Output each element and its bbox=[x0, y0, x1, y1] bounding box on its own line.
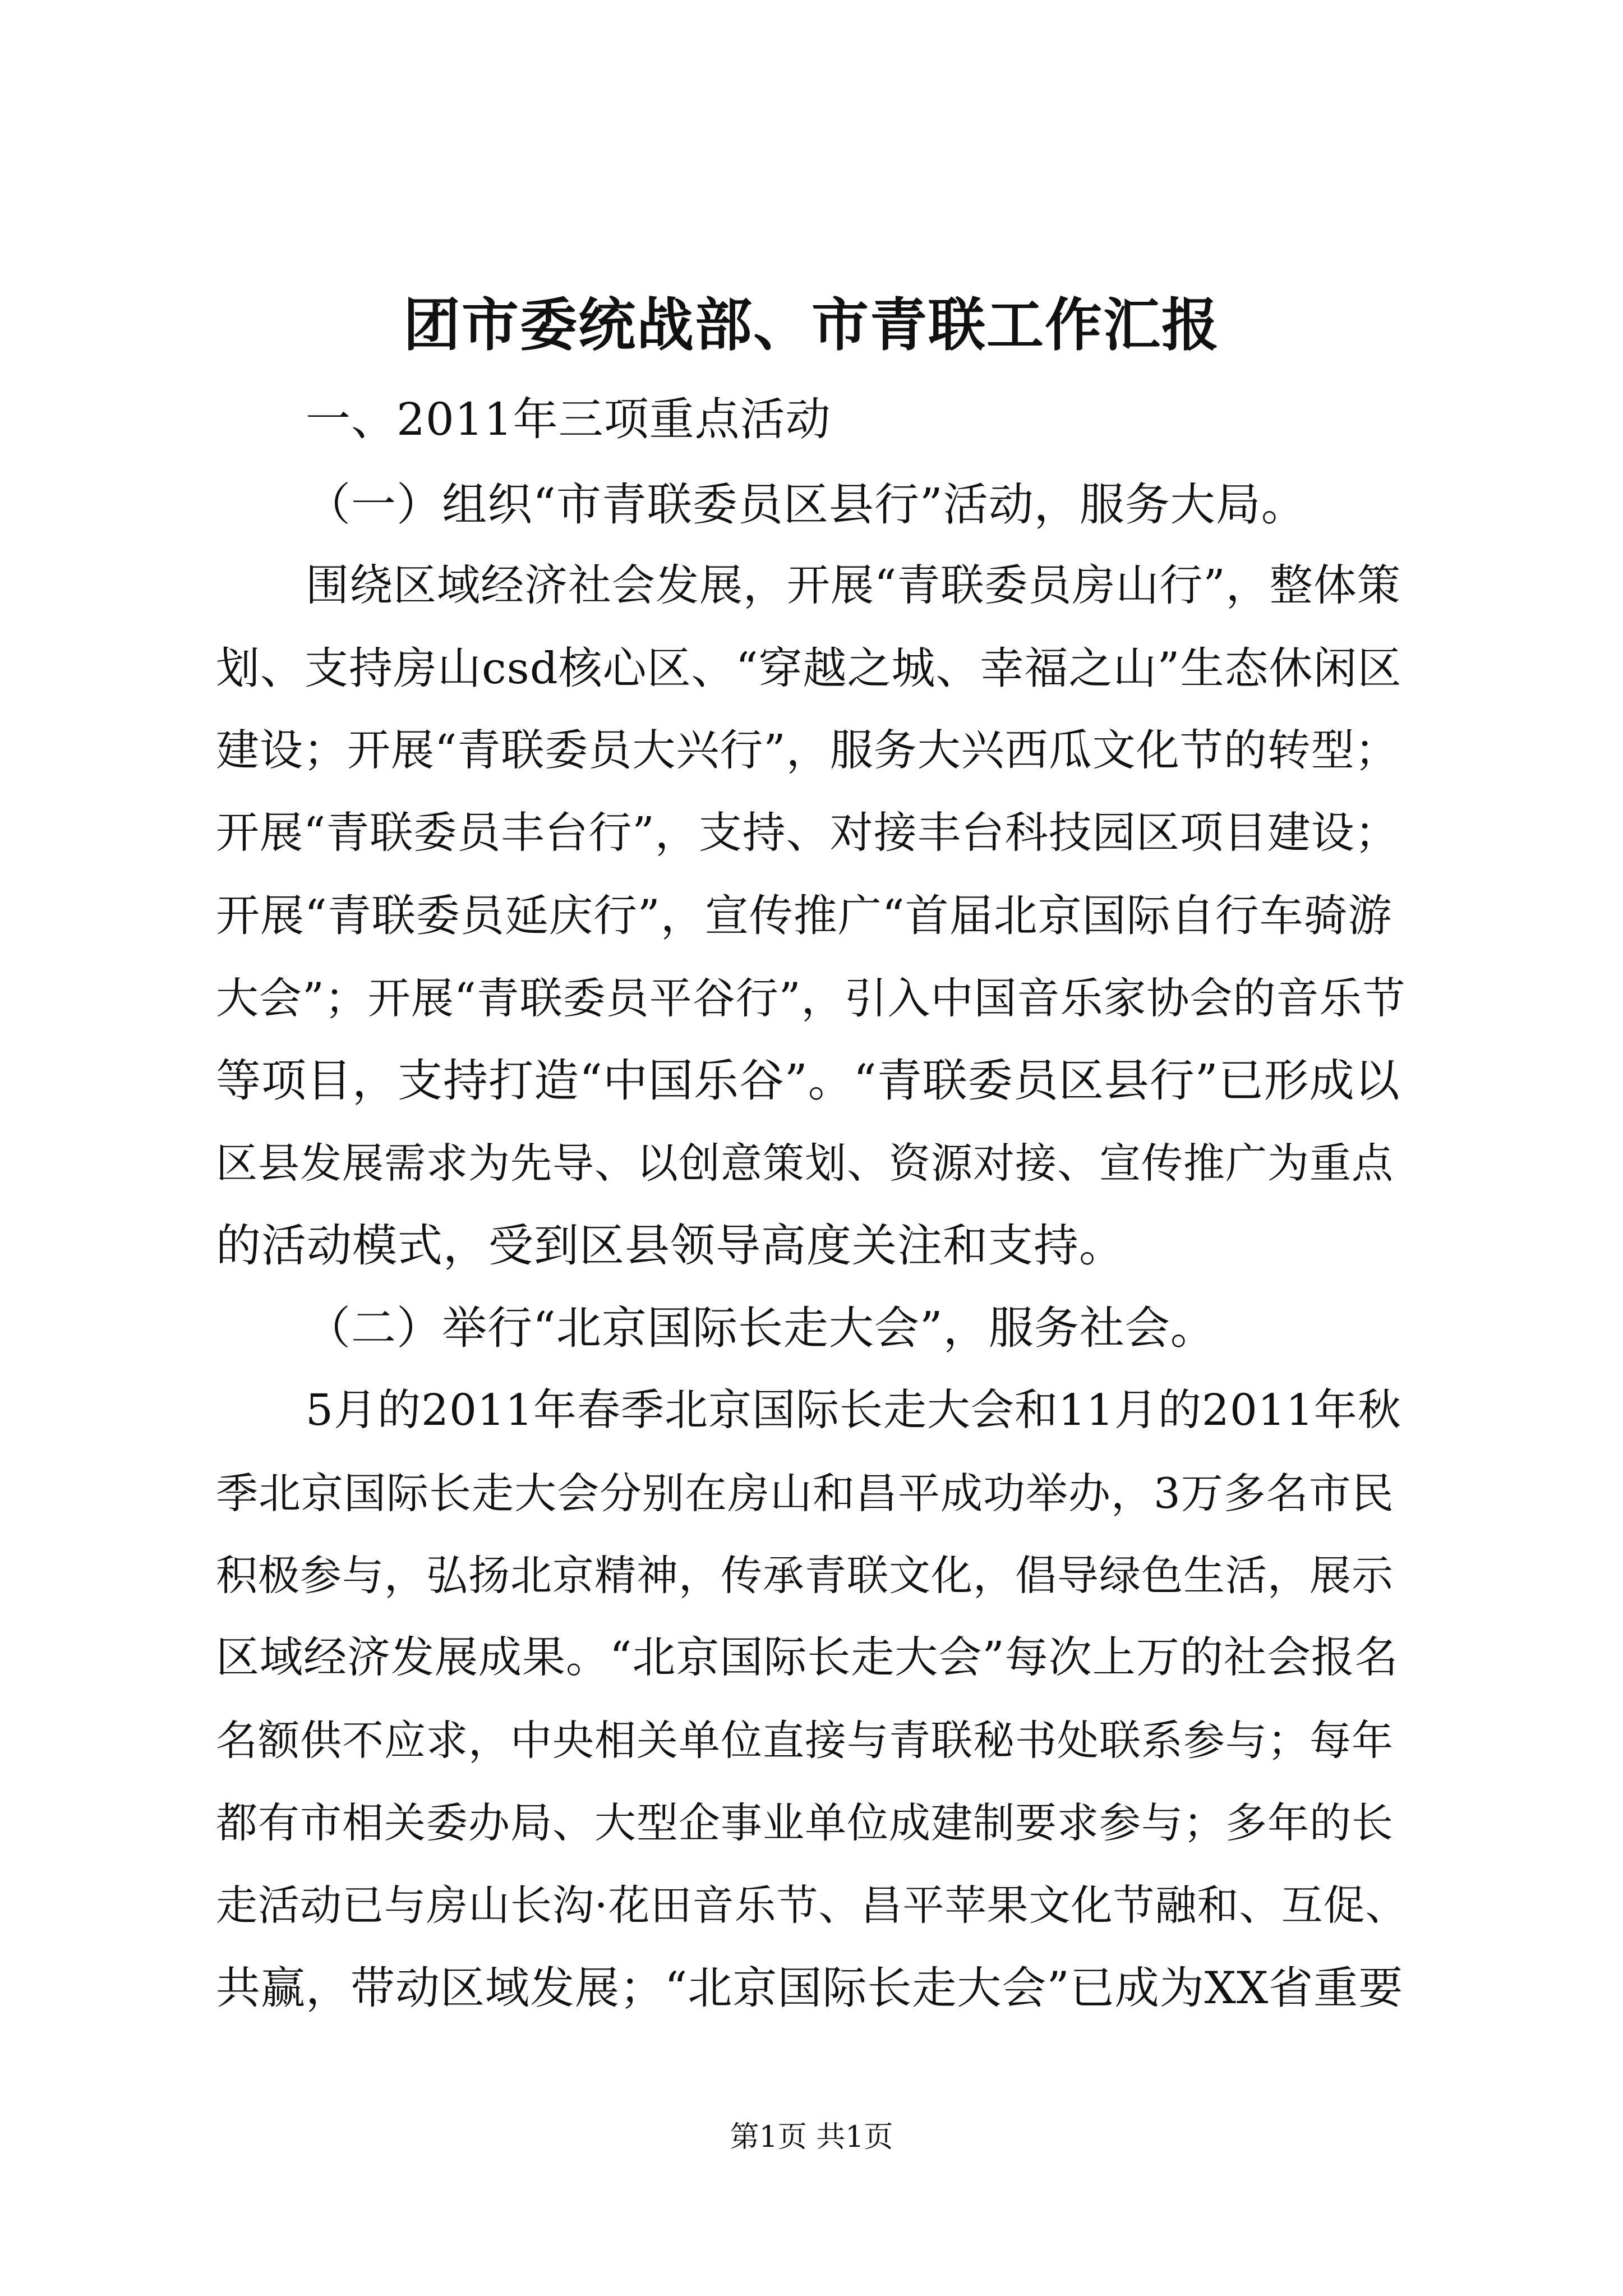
paragraph-line: 区域经济发展成果。“北京国际长走大会”每次上万的社会报名 bbox=[216, 1633, 1399, 1683]
heading-subsection-1: （一）组织“市青联委员区县行”活动，服务大局。 bbox=[306, 478, 1307, 531]
paragraph-line: 等项目，支持打造“中国乐谷”。“青联委员区县行”已形成以 bbox=[216, 1055, 1400, 1107]
paragraph-line: 划、支持房山csd核心区、“穿越之城、幸福之山”生态休闲区 bbox=[216, 643, 1402, 694]
paragraph-line: 季北京国际长走大会分别在房山和昌平成功举办，3万多名市民 bbox=[216, 1469, 1394, 1518]
paragraph-line: 大会”；开展“青联委员平谷行”，引入中国音乐家协会的音乐节 bbox=[216, 973, 1406, 1023]
paragraph-line: 建设；开展“青联委员大兴行”，服务大兴西瓜文化节的转型； bbox=[216, 726, 1399, 776]
paragraph-line: 名额供不应求，中央相关单位直接与青联秘书处联系参与；每年 bbox=[216, 1717, 1394, 1765]
paragraph-line: 区县发展需求为先导、以创意策划、资源对接、宣传推广为重点 bbox=[216, 1139, 1394, 1188]
page-footer: 第1页 共1页 bbox=[730, 2120, 893, 2154]
paragraph-line: 走活动已与房山长沟·花田音乐节、昌平苹果文化节融和、互促、 bbox=[216, 1881, 1408, 1930]
paragraph-line: 共赢，带动区域发展；“北京国际长走大会”已成为XX省重要 bbox=[216, 1962, 1404, 2014]
paragraph-line: 都有市相关委办局、大型企事业单位成建制要求参与；多年的长 bbox=[216, 1799, 1394, 1847]
heading-section-1: 一、2011年三项重点活动 bbox=[306, 393, 831, 445]
paragraph-line: 开展“青联委员丰台行”，支持、对接丰台科技园区项目建设； bbox=[216, 808, 1399, 858]
heading-subsection-2: （二）举行“北京国际长走大会”，服务社会。 bbox=[306, 1302, 1216, 1354]
document-title: 团市委统战部、市青联工作汇报 bbox=[403, 292, 1220, 359]
paragraph-line: 5月的2011年春季北京国际长走大会和11月的2011年秋 bbox=[306, 1386, 1401, 1435]
paragraph-line: 的活动模式，受到区县领导高度关注和支持。 bbox=[216, 1220, 1124, 1272]
paragraph-line: 围绕区域经济社会发展，开展“青联委员房山行”，整体策 bbox=[306, 561, 1401, 611]
paragraph-line: 开展“青联委员延庆行”，宣传推广“首届北京国际自行车骑游 bbox=[216, 891, 1393, 941]
paragraph-line: 积极参与，弘扬北京精神，传承青联文化，倡导绿色生活，展示 bbox=[216, 1552, 1394, 1600]
